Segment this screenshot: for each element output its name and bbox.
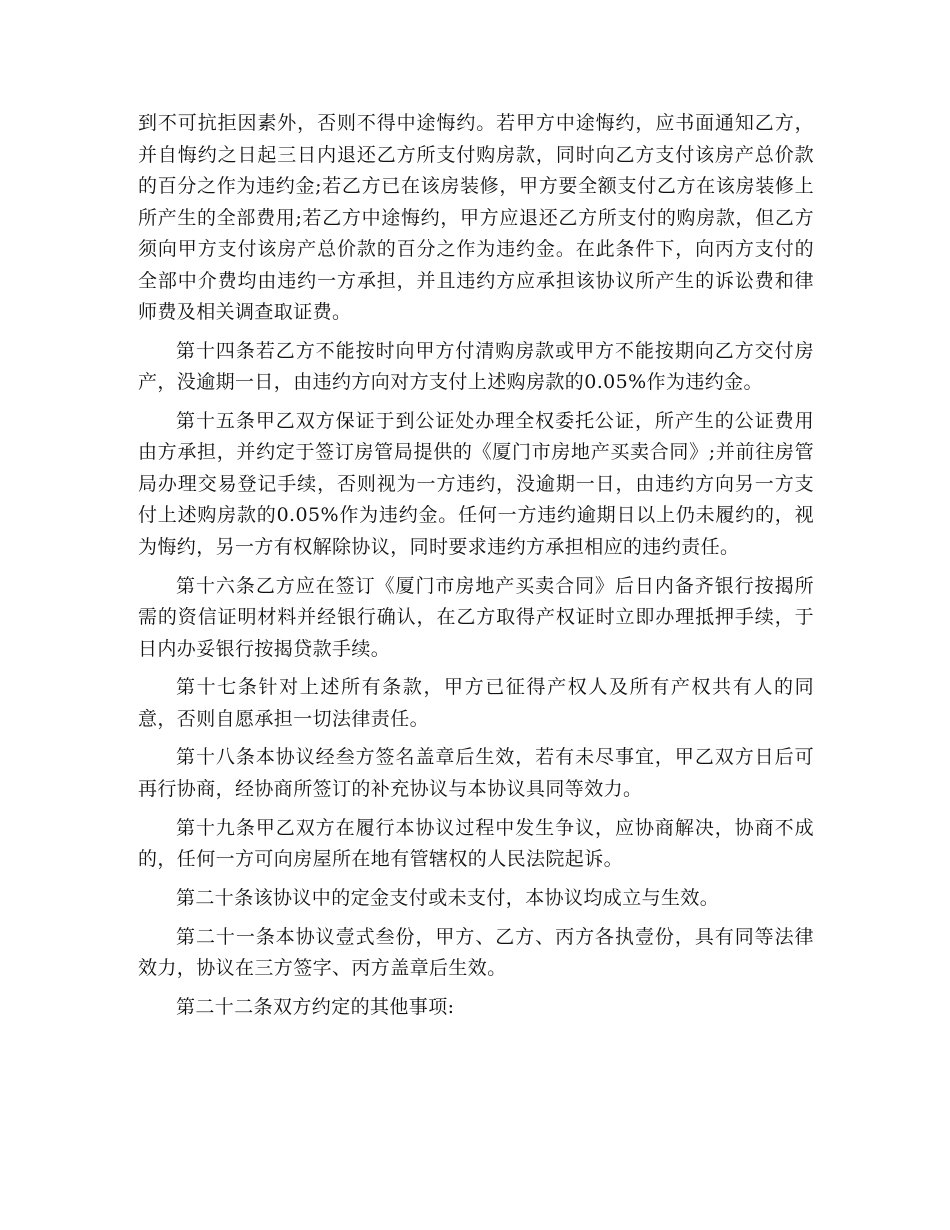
paragraph-article-17: 第十七条针对上述所有条款，甲方已征得产权人及所有产权共有人的同意，否则自愿承担一切法律责任。: [138, 676, 814, 730]
paragraph-article-16: 第十六条乙方应在签订《厦门市房地产买卖合同》后日内备齐银行按揭所需的资信证明材料并经银行确认，在乙方取得产权证时立即办理抵押手续，于日内办妥银行按揭贷款手续。: [138, 574, 814, 660]
paragraph-article-19: 第十九条甲乙双方在履行本协议过程中发生争议，应协商解决，协商不成的，任何一方可向房屋所在地有管辖权的人民法院起诉。: [138, 816, 814, 871]
paragraph-article-20: 第二十条该协议中的定金支付或未支付，本协议均成立与生效。: [176, 886, 720, 909]
paragraph-article-22: 第二十二条双方约定的其他事项:: [176, 995, 455, 1018]
document-body: [138, 108, 814, 1030]
paragraph-article-14: 第十四条若乙方不能按时向甲方付清购房款或甲方不能按期向乙方交付房产，没逾期一日，由违约方向对方支付上述购房款的0.05%作为违约金。: [138, 339, 814, 394]
paragraph-article-21: 第二十一条本协议壹式叁份，甲方、乙方、丙方各执壹份，具有同等法律效力，协议在三方签字、丙方盖章后生效。: [138, 925, 814, 979]
paragraph-continuation: 到不可抗拒因素外，否则不得中途悔约。若甲方中途悔约，应书面通知乙方，并自悔约之日起三日内退还乙方所支付购房款，同时向乙方支付该房产总价款的百分之作为违约金;若乙方已在该房装修，甲方要全额支付乙方在该房装修上所产生的全部费用;若乙方中途悔约，甲方应退还乙方所支付的购房款，但乙方须向甲方支付该房产总价款的百分之作为违约金。在此条件下，向丙方支付的全部中介费均由违约一方承担，并且违约方应承担该协议所产生的诉讼费和律师费及相关调查取证费。: [138, 112, 814, 323]
paragraph-article-15: 第十五条甲乙双方保证于到公证处办理全权委托公证，所产生的公证费用由方承担，并约定于签订房管局提供的《厦门市房地产买卖合同》;并前往房管局办理交易登记手续，否则视为一方违约，没逾期一日，由违约方向另一方支付上述购房款的0.05%作为违约金。任何一方违约逾期日以上仍未履约的，视为悔约，另一方有权解除协议，同时要求违约方承担相应的违约责任。: [138, 409, 814, 558]
paragraph-article-18: 第十八条本协议经叁方签名盖章后生效，若有未尽事宜，甲乙双方日后可再行协商，经协商所签订的补充协议与本协议具同等效力。: [138, 746, 814, 800]
